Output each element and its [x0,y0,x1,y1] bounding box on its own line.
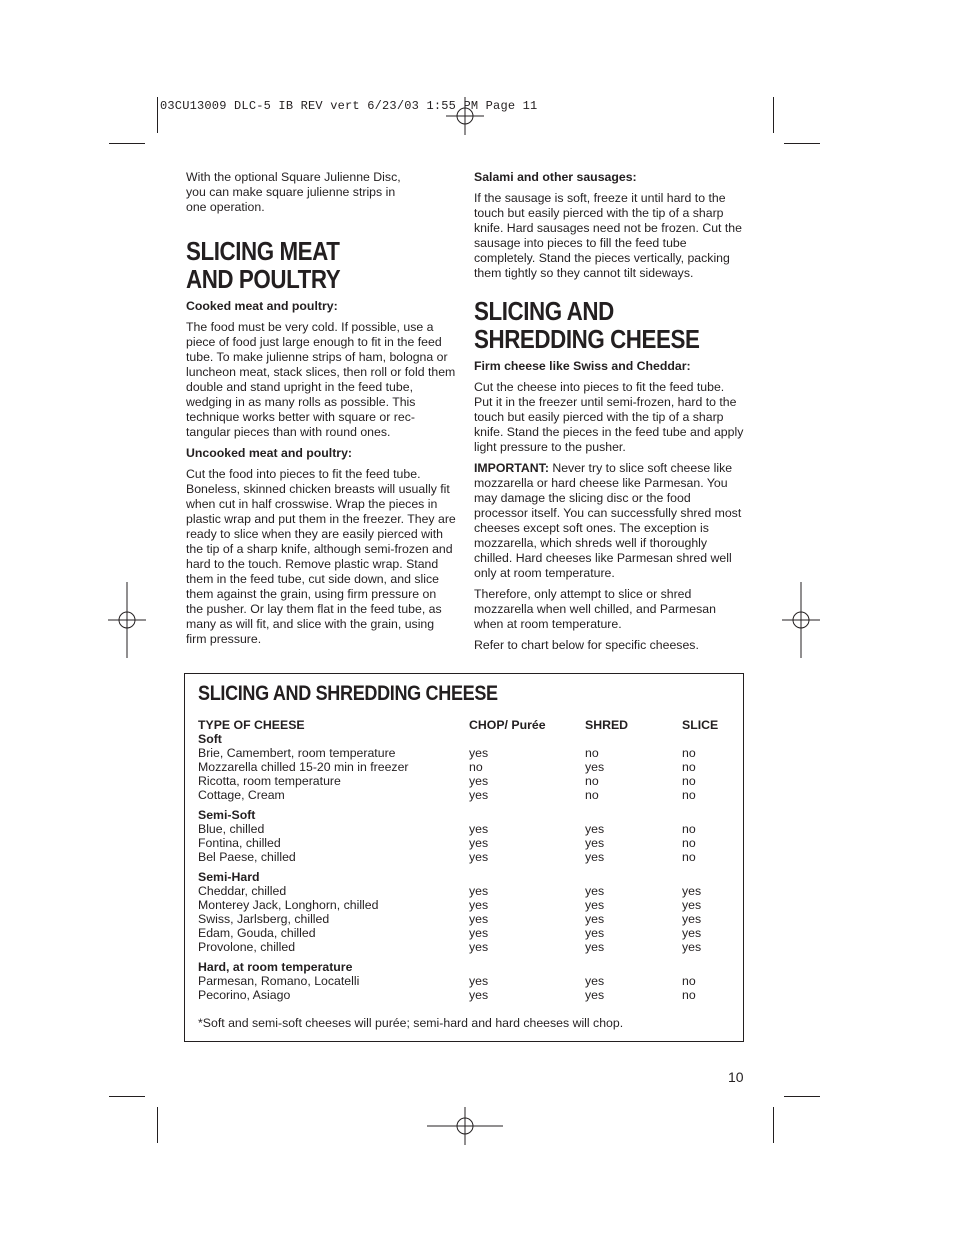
cooked-meat-subheading: Cooked meat and poultry: [186,299,338,313]
heading-slicing-cheese: SLICING AND SHREDDING CHEESE [474,296,700,354]
table-cell: yes [585,898,605,912]
table-cell: Fontina, chilled [198,836,281,850]
cheese-chart-box [184,673,744,1042]
table-cell: yes [469,850,489,864]
table-row [198,850,738,864]
table-cell: yes [469,774,489,788]
table-row [198,836,738,850]
cheese-table [198,718,738,1002]
firm-cheese-subheading: Firm cheese like Swiss and Cheddar: [474,359,691,373]
table-cell: yes [469,746,489,760]
salami-subheading: Salami and other sausages: [474,170,637,184]
table-cell: yes [682,926,702,940]
crop-mark [773,1107,774,1143]
crop-mark [773,97,774,133]
table-cell: yes [682,940,702,954]
cheese-chart-title: SLICING AND SHREDDING CHEESE [198,682,498,705]
table-cell: yes [585,884,605,898]
table-row [198,822,738,836]
heading-slicing-meat: SLICING MEAT AND POULTRY [186,236,341,294]
firm-cheese-text: Cut the cheese into pieces to fit the feed tube. Put it in the freezer until semi-frozen, hard to the touch but easily pierced with the tip of a sharp knife. Stand the pieces in the feed tube and apply light pressure to the pusher. [474,380,744,454]
therefore-text: Therefore, only attempt to slice or shred mozzarella when well chilled, and Parmesan when at room temperature. [474,587,716,631]
group-heading: Semi-Soft [198,808,256,822]
column-header: SHRED [585,718,629,732]
chart-footnote: *Soft and semi-soft cheeses will purée; semi-hard and hard cheeses will chop. [198,1016,624,1030]
group-heading: Hard, at room temperature [198,960,353,974]
table-cell: no [469,760,483,774]
table-cell: yes [585,822,605,836]
crop-mark [109,143,145,144]
table-cell: yes [682,912,702,926]
table-cell: yes [585,940,605,954]
table-cell: no [682,836,696,850]
refer-text: Refer to chart below for specific cheeses. [474,638,699,652]
table-cell: Pecorino, Asiago [198,988,291,1002]
table-cell: yes [469,974,489,988]
table-row [198,884,738,898]
right-column [474,170,744,659]
table-cell: no [682,850,696,864]
group-heading: Soft [198,732,222,746]
table-cell: yes [682,898,702,912]
table-row [198,788,738,802]
registration-mark-icon [108,582,146,658]
column-header: TYPE OF CHEESE [198,718,305,732]
table-cell: no [682,746,696,760]
table-row [198,974,738,988]
table-cell: no [682,788,696,802]
table-cell: yes [469,988,489,1002]
page-number: 10 [728,1069,744,1085]
table-cell: Swiss, Jarlsberg, chilled [198,912,330,926]
table-cell: yes [585,926,605,940]
table-cell: Cheddar, chilled [198,884,287,898]
table-header-row [198,718,738,732]
important-text: Never try to slice soft cheese like mozzarella or hard cheese like Parmesan. You may damage the slicing disc or the food processor itself. You can successfully shred most cheeses except soft ones. The exception is mozzarella, which shreds well if thoroughly chilled. Hard cheeses like Parmesan shred well only at room temperature. [474,461,742,580]
table-cell: yes [469,836,489,850]
table-cell: no [682,774,696,788]
table-row [198,988,738,1002]
registration-mark-icon [427,1107,503,1145]
table-row [198,774,738,788]
crop-mark [784,143,820,144]
table-cell: yes [469,940,489,954]
table-cell: Cottage, Cream [198,788,285,802]
table-cell: Parmesan, Romano, Locatelli [198,974,360,988]
group-heading: Semi-Hard [198,870,260,884]
table-row [198,898,738,912]
table-cell: yes [469,884,489,898]
column-header: SLICE [682,718,719,732]
left-column [186,170,456,653]
table-row [198,760,738,774]
table-cell: yes [682,884,702,898]
uncooked-meat-subheading: Uncooked meat and poultry: [186,446,353,460]
table-cell: no [585,788,599,802]
registration-mark-icon [782,582,820,658]
table-cell: yes [469,926,489,940]
table-row [198,912,738,926]
column-header: CHOP/ Purée [469,718,546,732]
crop-mark [157,1107,158,1143]
table-cell: yes [585,850,605,864]
crop-mark [784,1096,820,1097]
table-cell: no [682,822,696,836]
important-note [474,461,744,581]
table-cell: yes [469,912,489,926]
table-cell: yes [469,788,489,802]
table-cell: Mozzarella chilled 15-20 min in freezer [198,760,409,774]
table-cell: no [585,774,599,788]
table-cell: Monterey Jack, Longhorn, chilled [198,898,379,912]
table-row [198,940,738,954]
table-cell: Bel Paese, chilled [198,850,296,864]
table-cell: yes [585,760,605,774]
important-label: IMPORTANT: [474,461,549,475]
table-cell: no [682,974,696,988]
intro-text: With the optional Square Julienne Disc, you can make square julienne strips in one operation. [186,170,401,214]
uncooked-meat-text: Cut the food into pieces to fit the feed tube. Boneless, skinned chicken breasts will usually fit when cut in half crosswise. Wrap the pieces in plastic wrap and put them in the freezer. They are ready to slice when they are easily pierced with the tip of a sharp knife, although semi-frozen and hard to the touch. Remove plastic wrap. Stand them in the feed tube, cut side down, and slice them against the grain, using firm pressure on the pusher. Or lay them flat in the feed tube, as many as will fit, and slice with the grain, using firm pressure. [186,467,456,646]
print-slug: 03CU13009 DLC-5 IB REV vert 6/23/03 1:55 PM Page 11 [160,99,538,113]
table-row [198,746,738,760]
table-row [198,926,738,940]
table-cell: Brie, Camembert, room temperature [198,746,396,760]
table-cell: yes [469,822,489,836]
table-cell: no [682,988,696,1002]
table-cell: no [682,760,696,774]
table-cell: Edam, Gouda, chilled [198,926,316,940]
table-cell: yes [585,988,605,1002]
cooked-meat-text: The food must be very cold. If possible, use a piece of food just large enough to fit in the feed tube. To make julienne strips of ham, bologna or luncheon meat, stack slices, then roll or fold them double and stand upright in the feed tube, wedging in as many rolls as possible. This technique works better with square or rec-tangular pieces than with round ones. [186,320,456,439]
table-cell: yes [585,836,605,850]
salami-text: If the sausage is soft, freeze it until hard to the touch but easily pierced with the tip of a sharp knife. Hard sausages need not be frozen. Cut the sausage into pieces to fill the feed tube completely. Stand the pieces vertically, packing them tightly so they cannot tilt sideways. [474,191,742,280]
table-cell: yes [585,912,605,926]
table-cell: Ricotta, room temperature [198,774,341,788]
table-cell: Provolone, chilled [198,940,296,954]
table-cell: no [585,746,599,760]
table-cell: yes [585,974,605,988]
table-cell: Blue, chilled [198,822,265,836]
crop-mark [109,1096,145,1097]
table-cell: yes [469,898,489,912]
crop-mark [157,97,158,133]
